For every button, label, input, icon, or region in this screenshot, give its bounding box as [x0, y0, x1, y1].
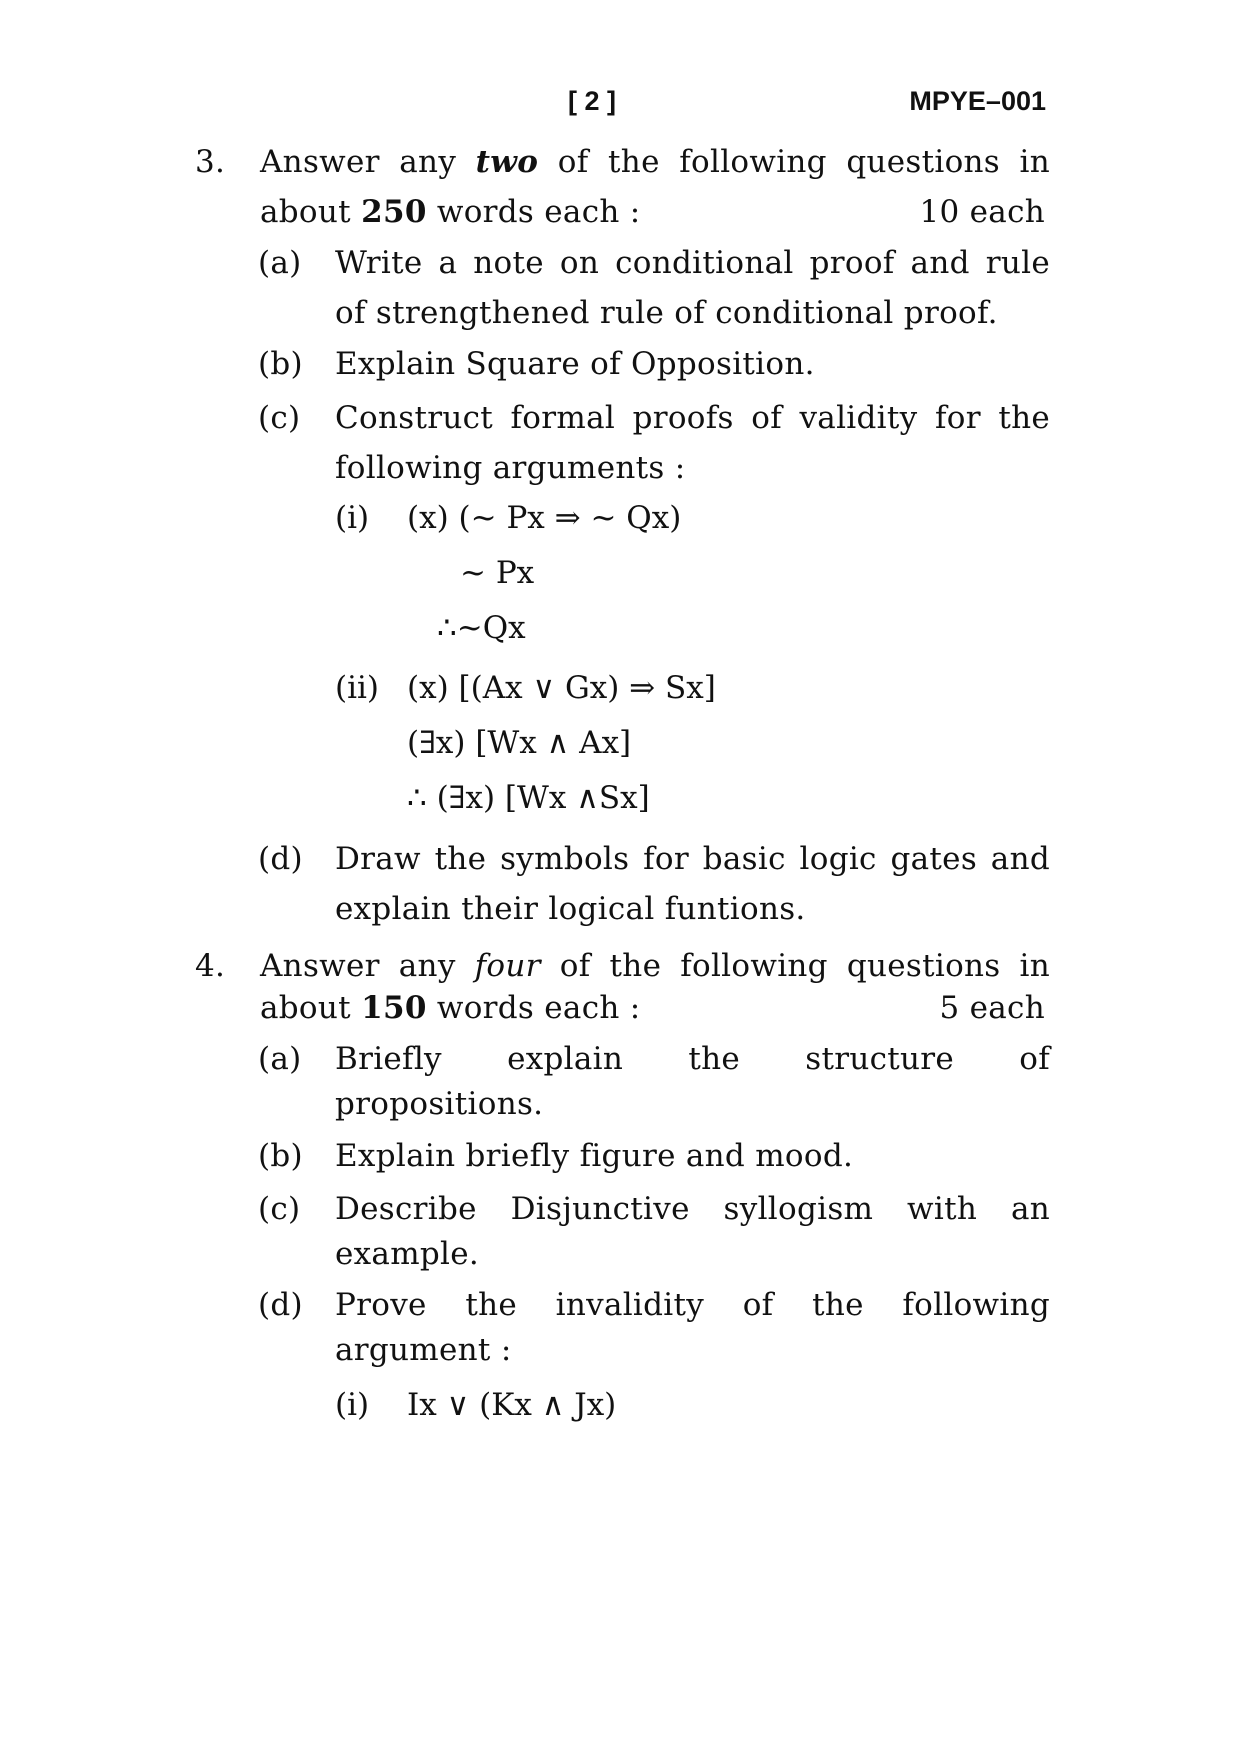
part-text: Prove the invalidity of the following	[335, 1287, 1050, 1323]
part-label: (c)	[258, 400, 301, 436]
part-text: propositions.	[335, 1086, 544, 1122]
part-label: (d)	[258, 841, 303, 877]
part-text: example.	[335, 1236, 480, 1272]
part-label: (d)	[258, 1287, 303, 1323]
part-text: Briefly explain the structure of	[335, 1041, 1050, 1077]
stem-text: Answer any	[260, 144, 457, 180]
part-label: (a)	[258, 1041, 302, 1077]
question-number: 4.	[195, 948, 226, 984]
part-text: Explain Square of Opposition.	[335, 346, 815, 382]
part-text: Draw the symbols for basic logic gates and	[335, 841, 1050, 877]
stem-text: of the following questions in	[559, 948, 1050, 984]
part-text: Construct formal proofs of validity for the	[335, 400, 1050, 436]
part-text: following arguments :	[335, 450, 686, 486]
conclusion: ∴~Qx	[437, 610, 526, 646]
page-number: [ 2 ]	[568, 86, 617, 116]
stem-text: about	[260, 194, 351, 230]
part-text: Describe Disjunctive syllogism with an	[335, 1191, 1050, 1227]
stem-text: words each :	[436, 194, 641, 230]
part-label: (c)	[258, 1191, 301, 1227]
sub-label: (i)	[335, 1387, 370, 1423]
stem-text: Answer any	[260, 948, 456, 984]
premise: (∃x) [Wx ∧ Ax]	[407, 725, 632, 761]
question-number: 3.	[195, 144, 226, 180]
part-label: (a)	[258, 245, 302, 281]
question-stem	[260, 137, 1050, 237]
premise: (x) [(Ax ∨ Gx) ⇒ Sx]	[407, 670, 716, 706]
conclusion: ∴ (∃x) [Wx ∧Sx]	[407, 780, 650, 816]
part-text: Explain briefly figure and mood.	[335, 1138, 854, 1174]
premise: (x) (~ Px ⇒ ~ Qx)	[407, 500, 682, 536]
part-text: of strengthened rule of conditional proof.	[335, 295, 998, 331]
stem-text: about	[260, 990, 351, 1026]
part-text: explain their logical funtions.	[335, 891, 806, 927]
stem-emphasis: four	[474, 948, 541, 984]
question-stem	[260, 941, 1050, 1033]
paper-code: MPYE–001	[909, 86, 1046, 116]
premise: ~ Px	[460, 555, 535, 591]
premise: Ix ∨ (Kx ∧ Jx)	[407, 1387, 617, 1423]
marks: 10 each	[919, 194, 1045, 230]
part-label: (b)	[258, 346, 303, 382]
part-text: argument :	[335, 1332, 512, 1368]
stem-text: of the following questions in	[557, 144, 1051, 180]
page-header	[0, 86, 1241, 126]
sub-label: (i)	[335, 500, 370, 536]
word-count: 150	[361, 990, 427, 1026]
part-label: (b)	[258, 1138, 303, 1174]
marks: 5 each	[939, 990, 1045, 1026]
stem-emphasis: two	[475, 144, 539, 180]
word-count: 250	[361, 194, 427, 230]
sub-label: (ii)	[335, 670, 380, 706]
stem-text: words each :	[436, 990, 641, 1026]
part-text: Write a note on conditional proof and rule	[335, 245, 1050, 281]
